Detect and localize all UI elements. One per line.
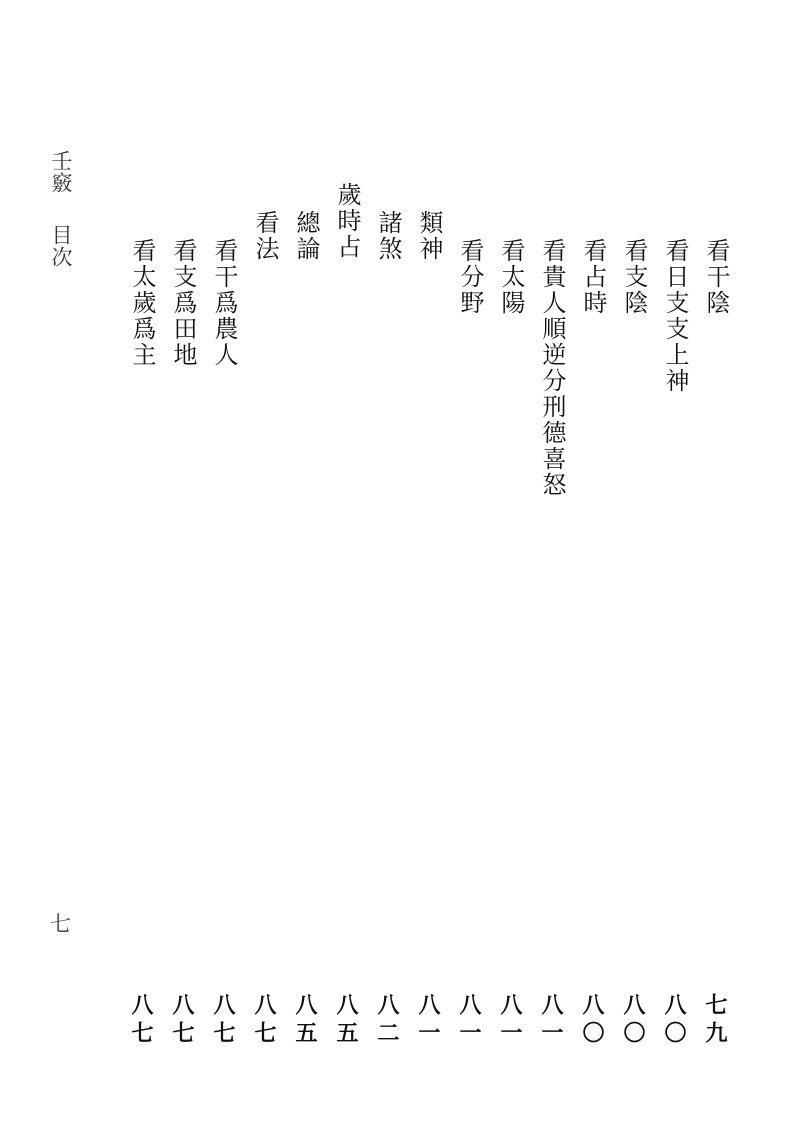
toc-entry-title: 看法 <box>251 210 279 262</box>
toc-entry-title: 看分野 <box>456 238 484 316</box>
book-title: 壬竅 <box>49 150 73 194</box>
toc-entry-page: 八五 <box>292 993 318 1049</box>
toc-entry-title: 看太陽 <box>497 238 525 316</box>
toc-entry-title: 看干爲農人 <box>210 238 238 368</box>
toc-entry-title: 看支爲田地 <box>169 238 197 368</box>
toc-entry-page: 八一 <box>538 993 564 1049</box>
toc-entry-title: 看貴人順逆分刑德喜怒 <box>538 238 566 498</box>
toc-entry-page: 八五 <box>333 993 359 1049</box>
toc-entry-title: 看占時 <box>579 238 607 316</box>
toc-entry-title: 諸煞 <box>374 210 402 262</box>
toc-entry-page: 八七 <box>128 993 154 1049</box>
toc-entry-title: 總論 <box>292 210 320 262</box>
toc-entry-title: 看日支支上神 <box>661 238 689 394</box>
toc-entry-title: 看支陰 <box>620 238 648 316</box>
toc-entry-title: 類神 <box>415 210 443 262</box>
toc-entry-title: 歲時占 <box>333 182 361 260</box>
section-title: 目次 <box>49 224 73 268</box>
toc-entry-title: 看干陰 <box>702 238 730 316</box>
toc-entry-page: 八〇 <box>620 993 646 1049</box>
toc-entry-page: 八七 <box>169 993 195 1049</box>
toc-entry-page: 八一 <box>456 993 482 1049</box>
toc-entry-page: 八二 <box>374 993 400 1049</box>
toc-entry-page: 八一 <box>415 993 441 1049</box>
toc-entry-page: 八一 <box>497 993 523 1049</box>
toc-entry-page: 八〇 <box>661 993 687 1049</box>
toc-entry-page: 八〇 <box>579 993 605 1049</box>
toc-entry-page: 七九 <box>702 993 728 1049</box>
page-number: 七 <box>50 912 71 936</box>
toc-entry-title: 看太歲爲主 <box>128 238 156 368</box>
toc-entry-page: 八七 <box>251 993 277 1049</box>
toc-entry-page: 八七 <box>210 993 236 1049</box>
